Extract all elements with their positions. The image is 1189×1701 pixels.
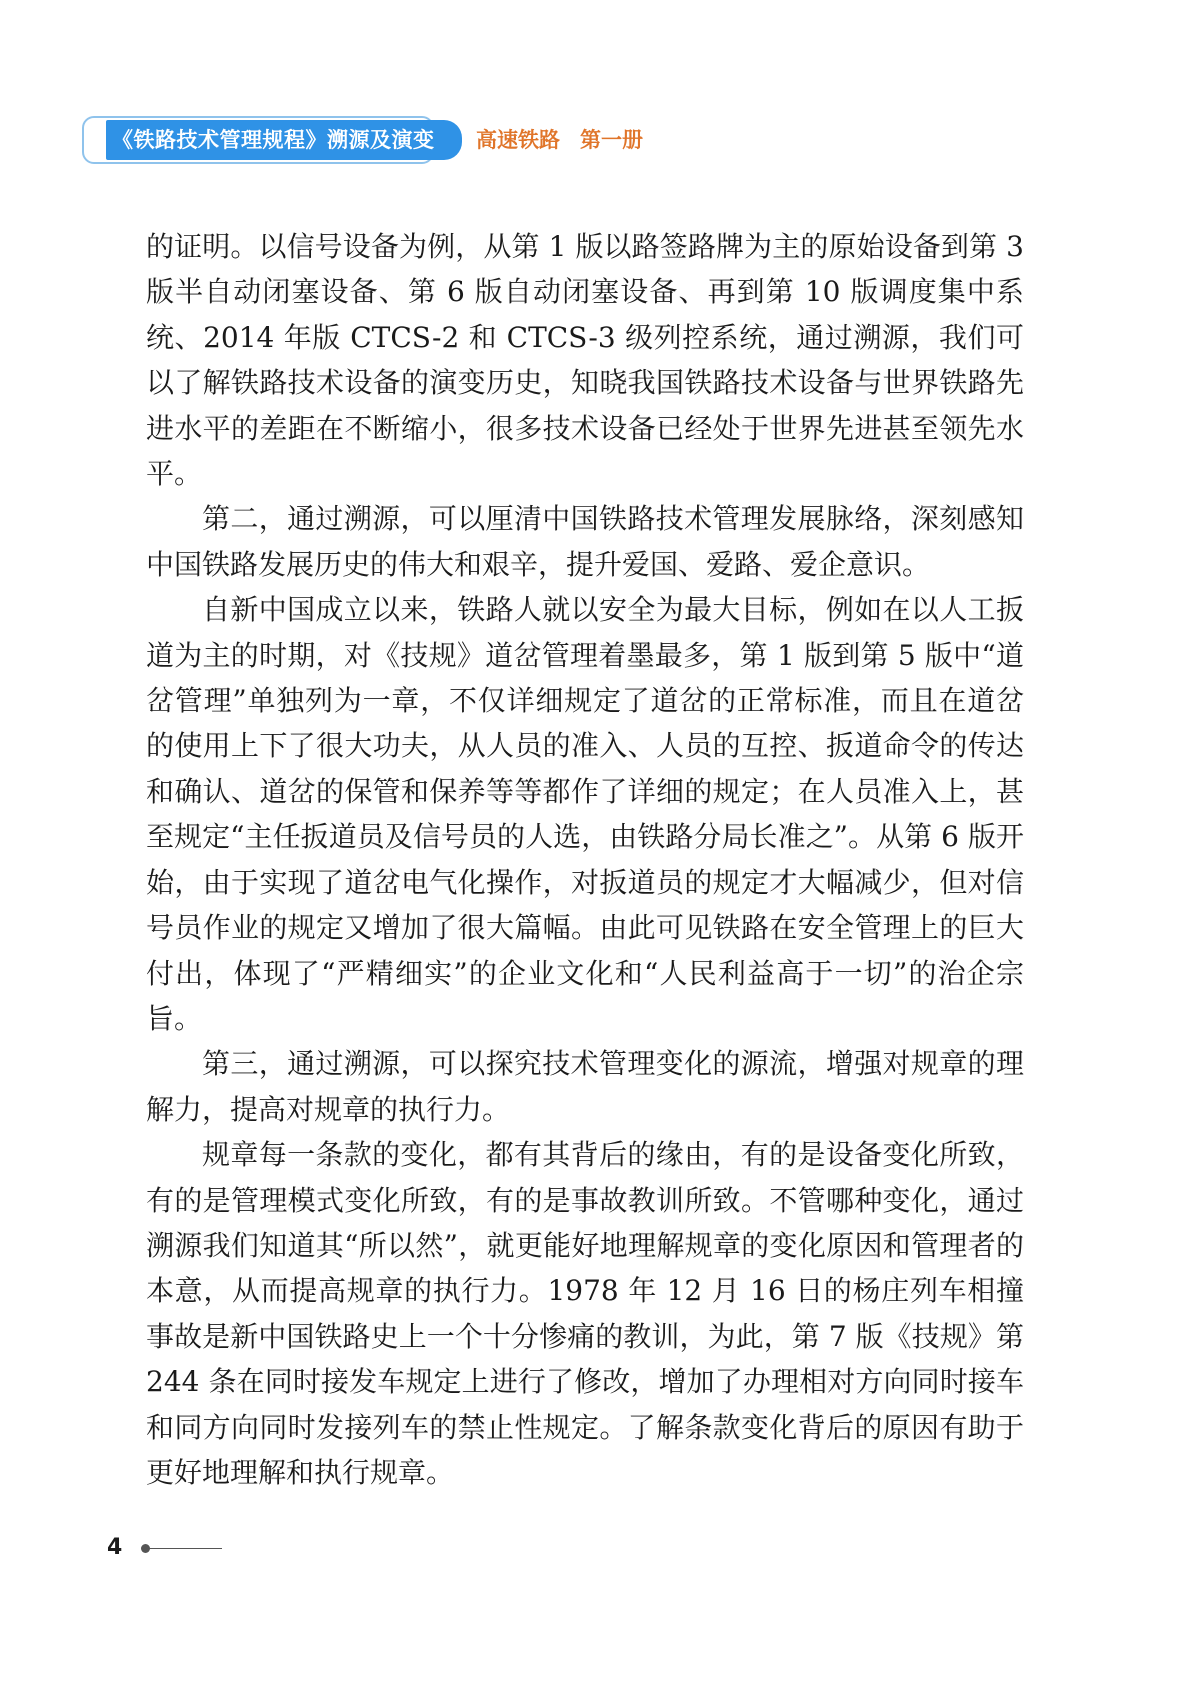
paragraph-continued: 的证明。以信号设备为例，从第 1 版以路签路牌为主的原始设备到第 3 版半自动闭塞设备、第 6 版自动闭塞设备、再到第 10 版调度集中系统、2014 年版 CTCS-2 和 CTCS-3 级列控系统，通过溯源，我们可以了解铁路技术设备的演变历史，知晓我国铁路技术设备与世界铁路先进水平的差距在不断缩小，很多技术设备已经处于世界先进甚至领先水平。 — [146, 230, 1024, 491]
footer-rule — [142, 1548, 222, 1549]
paragraph: 第三，通过溯源，可以探究技术管理变化的源流，增强对规章的理解力，提高对规章的执行力。 — [146, 1047, 1024, 1126]
series-name: 高速铁路 — [476, 128, 560, 152]
volume-name: 第一册 — [580, 128, 643, 152]
series-label — [476, 120, 643, 160]
paragraph: 第二，通过溯源，可以厘清中国铁路技术管理发展脉络，深刻感知中国铁路发展历史的伟大和艰辛，提升爱国、爱路、爱企意识。 — [146, 502, 1024, 581]
book-title-banner: 《铁路技术管理规程》溯源及演变 — [106, 120, 462, 160]
page-number: 4 — [107, 1535, 123, 1560]
paragraph: 自新中国成立以来，铁路人就以安全为最大目标，例如在以人工扳道为主的时期，对《技规》道岔管理着墨最多，第 1 版到第 5 版中“道岔管理”单独列为一章，不仅详细规定了道岔的正常标准，而且在道岔的使用上下了很大功夫，从人员的准入、人员的互控、扳道命令的传达和确认、道岔的保管和保养等等都作了详细的规定；在人员准入上，甚至规定“主任扳道员及信号员的人选，由铁路分局长准之”。从第 6 版开始，由于实现了道岔电气化操作，对扳道员的规定才大幅减少，但对信号员作业的规定又增加了很大篇幅。由此可见铁路在安全管理上的巨大付出，体现了“严精细实”的企业文化和“人民利益高于一切”的治企宗旨。 — [146, 593, 1024, 1035]
body-text — [146, 224, 1024, 1495]
paragraph: 规章每一条款的变化，都有其背后的缘由，有的是设备变化所致，有的是管理模式变化所致，有的是事故教训所致。不管哪种变化，通过溯源我们知道其“所以然”，就更能好地理解规章的变化原因和管理者的本意，从而提高规章的执行力。1978 年 12 月 16 日的杨庄列车相撞事故是新中国铁路史上一个十分惨痛的教训，为此，第 7 版《技规》第 244 条在同时接发车规定上进行了修改，增加了办理相对方向同时接车和同方向同时发接列车的禁止性规定。了解条款变化背后的原因有助于更好地理解和执行规章。 — [146, 1138, 1024, 1489]
running-header — [82, 116, 682, 166]
